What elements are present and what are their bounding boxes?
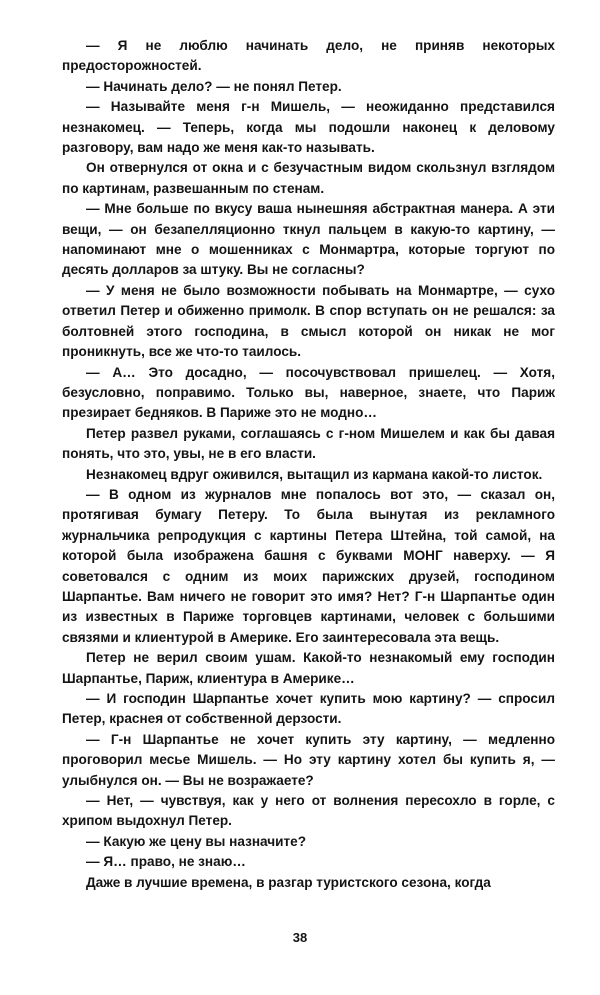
paragraph: — Мне больше по вкусу ваша нынешняя абстрактная манера. А эти вещи, — он безапелляционно ткнул пальцем в какую-то картину, — напоминают мне о мошенниках с Монмартра, которые торгуют по десять долларов за штуку. Вы не согласны? [62, 201, 555, 278]
paragraph: — Г-н Шарпантье не хочет купить эту картину, — медленно проговорил месье Мишель. — Но эту картину хотел бы купить я, — улыбнулся он. — Вы не возражаете? [62, 731, 555, 788]
paragraph: — Я… право, не знаю… [86, 854, 246, 870]
paragraph: Незнакомец вдруг оживился, вытащил из кармана какой-то листок. [86, 466, 543, 482]
paragraph: — Начинать дело? — не понял Петер. [86, 78, 342, 94]
paragraph: Петер развел руками, соглашаясь с г-ном Мишелем и как бы давая понять, что это, увы, не в его власти. [62, 425, 555, 462]
paragraph: — Какую же цену вы назначите? [86, 833, 307, 849]
paragraph: — И господин Шарпантье хочет купить мою картину? — спросил Петер, краснея от собственной дерзости. [62, 691, 555, 727]
paragraph: Он отвернулся от окна и с безучастным видом скользнул взглядом по картинам, развешанным по стенам. [62, 160, 555, 196]
paragraph: — Называйте меня г-н Мишель, — неожиданно представился незнакомец. — Теперь, когда мы подошли наконец к деловому разговору, вам надо же меня как-то называть. [62, 99, 555, 156]
paragraph: Даже в лучшие времена, в разгар туристского сезона, когда [86, 874, 491, 890]
paragraph: — У меня не было возможности побывать на Монмартре, — сухо ответил Петер и обиженно примолк. В спор вступать он не решался: за болтовней этого господина, в смысл которой он никак не мог проникнуть, все же что-то таилось. [62, 282, 555, 360]
page-body-text [62, 36, 555, 893]
page-number: 38 [292, 930, 308, 945]
paragraph: — Я не люблю начинать дело, не приняв некоторых предосторожностей. [62, 38, 555, 74]
paragraph: Петер не верил своим ушам. Какой-то незнакомый ему господин Шарпантье, Париж, клиентура в Америке… [62, 650, 555, 686]
paragraph: — Нет, — чувствуя, как у него от волнения пересохло в горле, с хрипом выдохнул Петер. [62, 793, 555, 829]
paragraph: — А… Это досадно, — посочувствовал пришелец. — Хотя, безусловно, поправимо. Только вы, наверное, знаете, что Париж презирает бедняков. В Париже это не модно… [62, 364, 555, 421]
paragraph: — В одном из журналов мне попалось вот это, — сказал он, протягивая бумагу Петеру. То была вынутая из рекламного журнальчика репродукция с картины Петера Штейна, той самой, на которой была изображена башня с буквами МОНГ наверху. — Я советовался с одним из моих парижских друзей, господином Шарпантье. Вам ничего не говорит это имя? Нет? Г-н Шарпантье один из известных в Париже торговцев картинами, человек с большими связями и клиентурой в Америке. Его заинтересовала эта вещь. [62, 486, 555, 645]
